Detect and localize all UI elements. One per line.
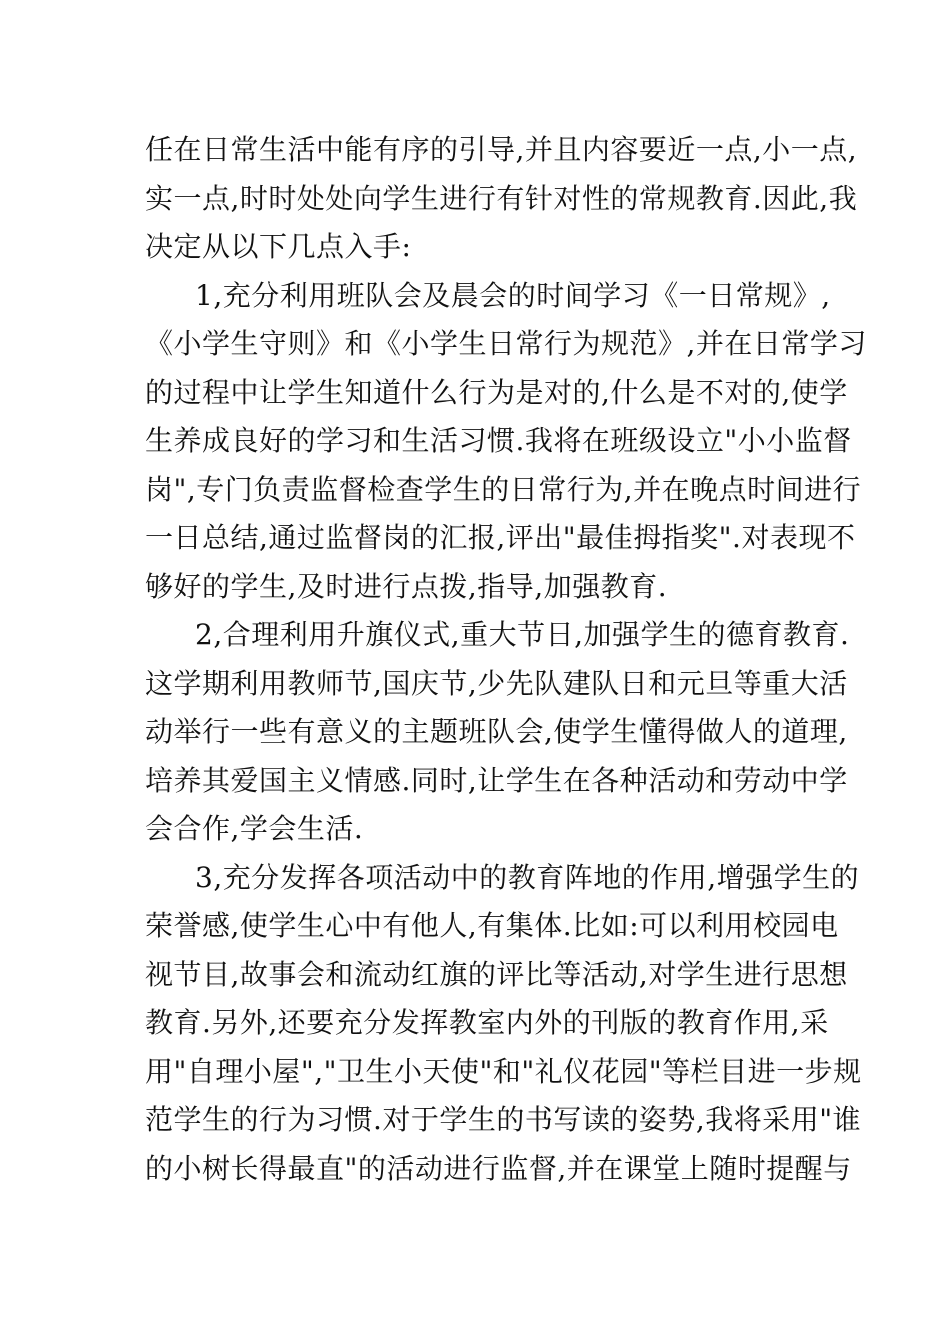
text-line: 培养其爱国主义情感.同时,让学生在各种活动和劳动中学	[145, 763, 848, 797]
text-line: 够好的学生,及时进行点拨,指导,加强教育.	[145, 569, 668, 603]
text-line: 实一点,时时处处向学生进行有针对性的常规教育.因此,我	[145, 181, 858, 215]
paragraph-1-start: 1,充分利用班队会及晨会的时间学习《一日常规》,	[195, 278, 831, 312]
text-line: 视节目,故事会和流动红旗的评比等活动,对学生进行思想	[145, 957, 848, 991]
text-line: 任在日常生活中能有序的引导,并且内容要近一点,小一点,	[145, 133, 858, 166]
text-line: 岗",专门负责监督检查学生的日常行为,并在晚点时间进行	[145, 472, 862, 506]
text-line: 生养成良好的学习和生活习惯.我将在班级设立"小小监督	[145, 424, 852, 457]
text-line: 的过程中让学生知道什么行为是对的,什么是不对的,使学	[145, 375, 848, 409]
paragraph-3-start: 3,充分发挥各项活动中的教育阵地的作用,增强学生的	[195, 860, 860, 894]
text-line: 范学生的行为习惯.对于学生的书写读的姿势,我将采用"谁	[145, 1103, 862, 1136]
text-line: 动举行一些有意义的主题班队会,使学生懂得做人的道理,	[145, 715, 848, 748]
text-line: 会合作,学会生活.	[145, 812, 364, 845]
document-text	[145, 126, 867, 1193]
text-line: 用"自理小屋","卫生小天使"和"礼仪花园"等栏目进一步规	[145, 1054, 862, 1088]
text-line: 荣誉感,使学生心中有他人,有集体.比如:可以利用校园电	[145, 909, 839, 942]
paragraph-2-start: 2,合理利用升旗仪式,重大节日,加强学生的德育教育.	[195, 618, 850, 651]
text-line: 决定从以下几点入手:	[145, 230, 412, 263]
text-line: 这学期利用教师节,国庆节,少先队建队日和元旦等重大活	[145, 666, 848, 700]
text-line: 教育.另外,还要充分发挥教室内外的刊版的教育作用,采	[145, 1006, 829, 1039]
text-line: 的小树长得最直"的活动进行监督,并在课堂上随时提醒与	[145, 1151, 852, 1185]
text-line: 一日总结,通过监督岗的汇报,评出"最佳拇指奖".对表现不	[145, 521, 856, 554]
text-line: 《小学生守则》和《小学生日常行为规范》,并在日常学习	[145, 327, 867, 360]
